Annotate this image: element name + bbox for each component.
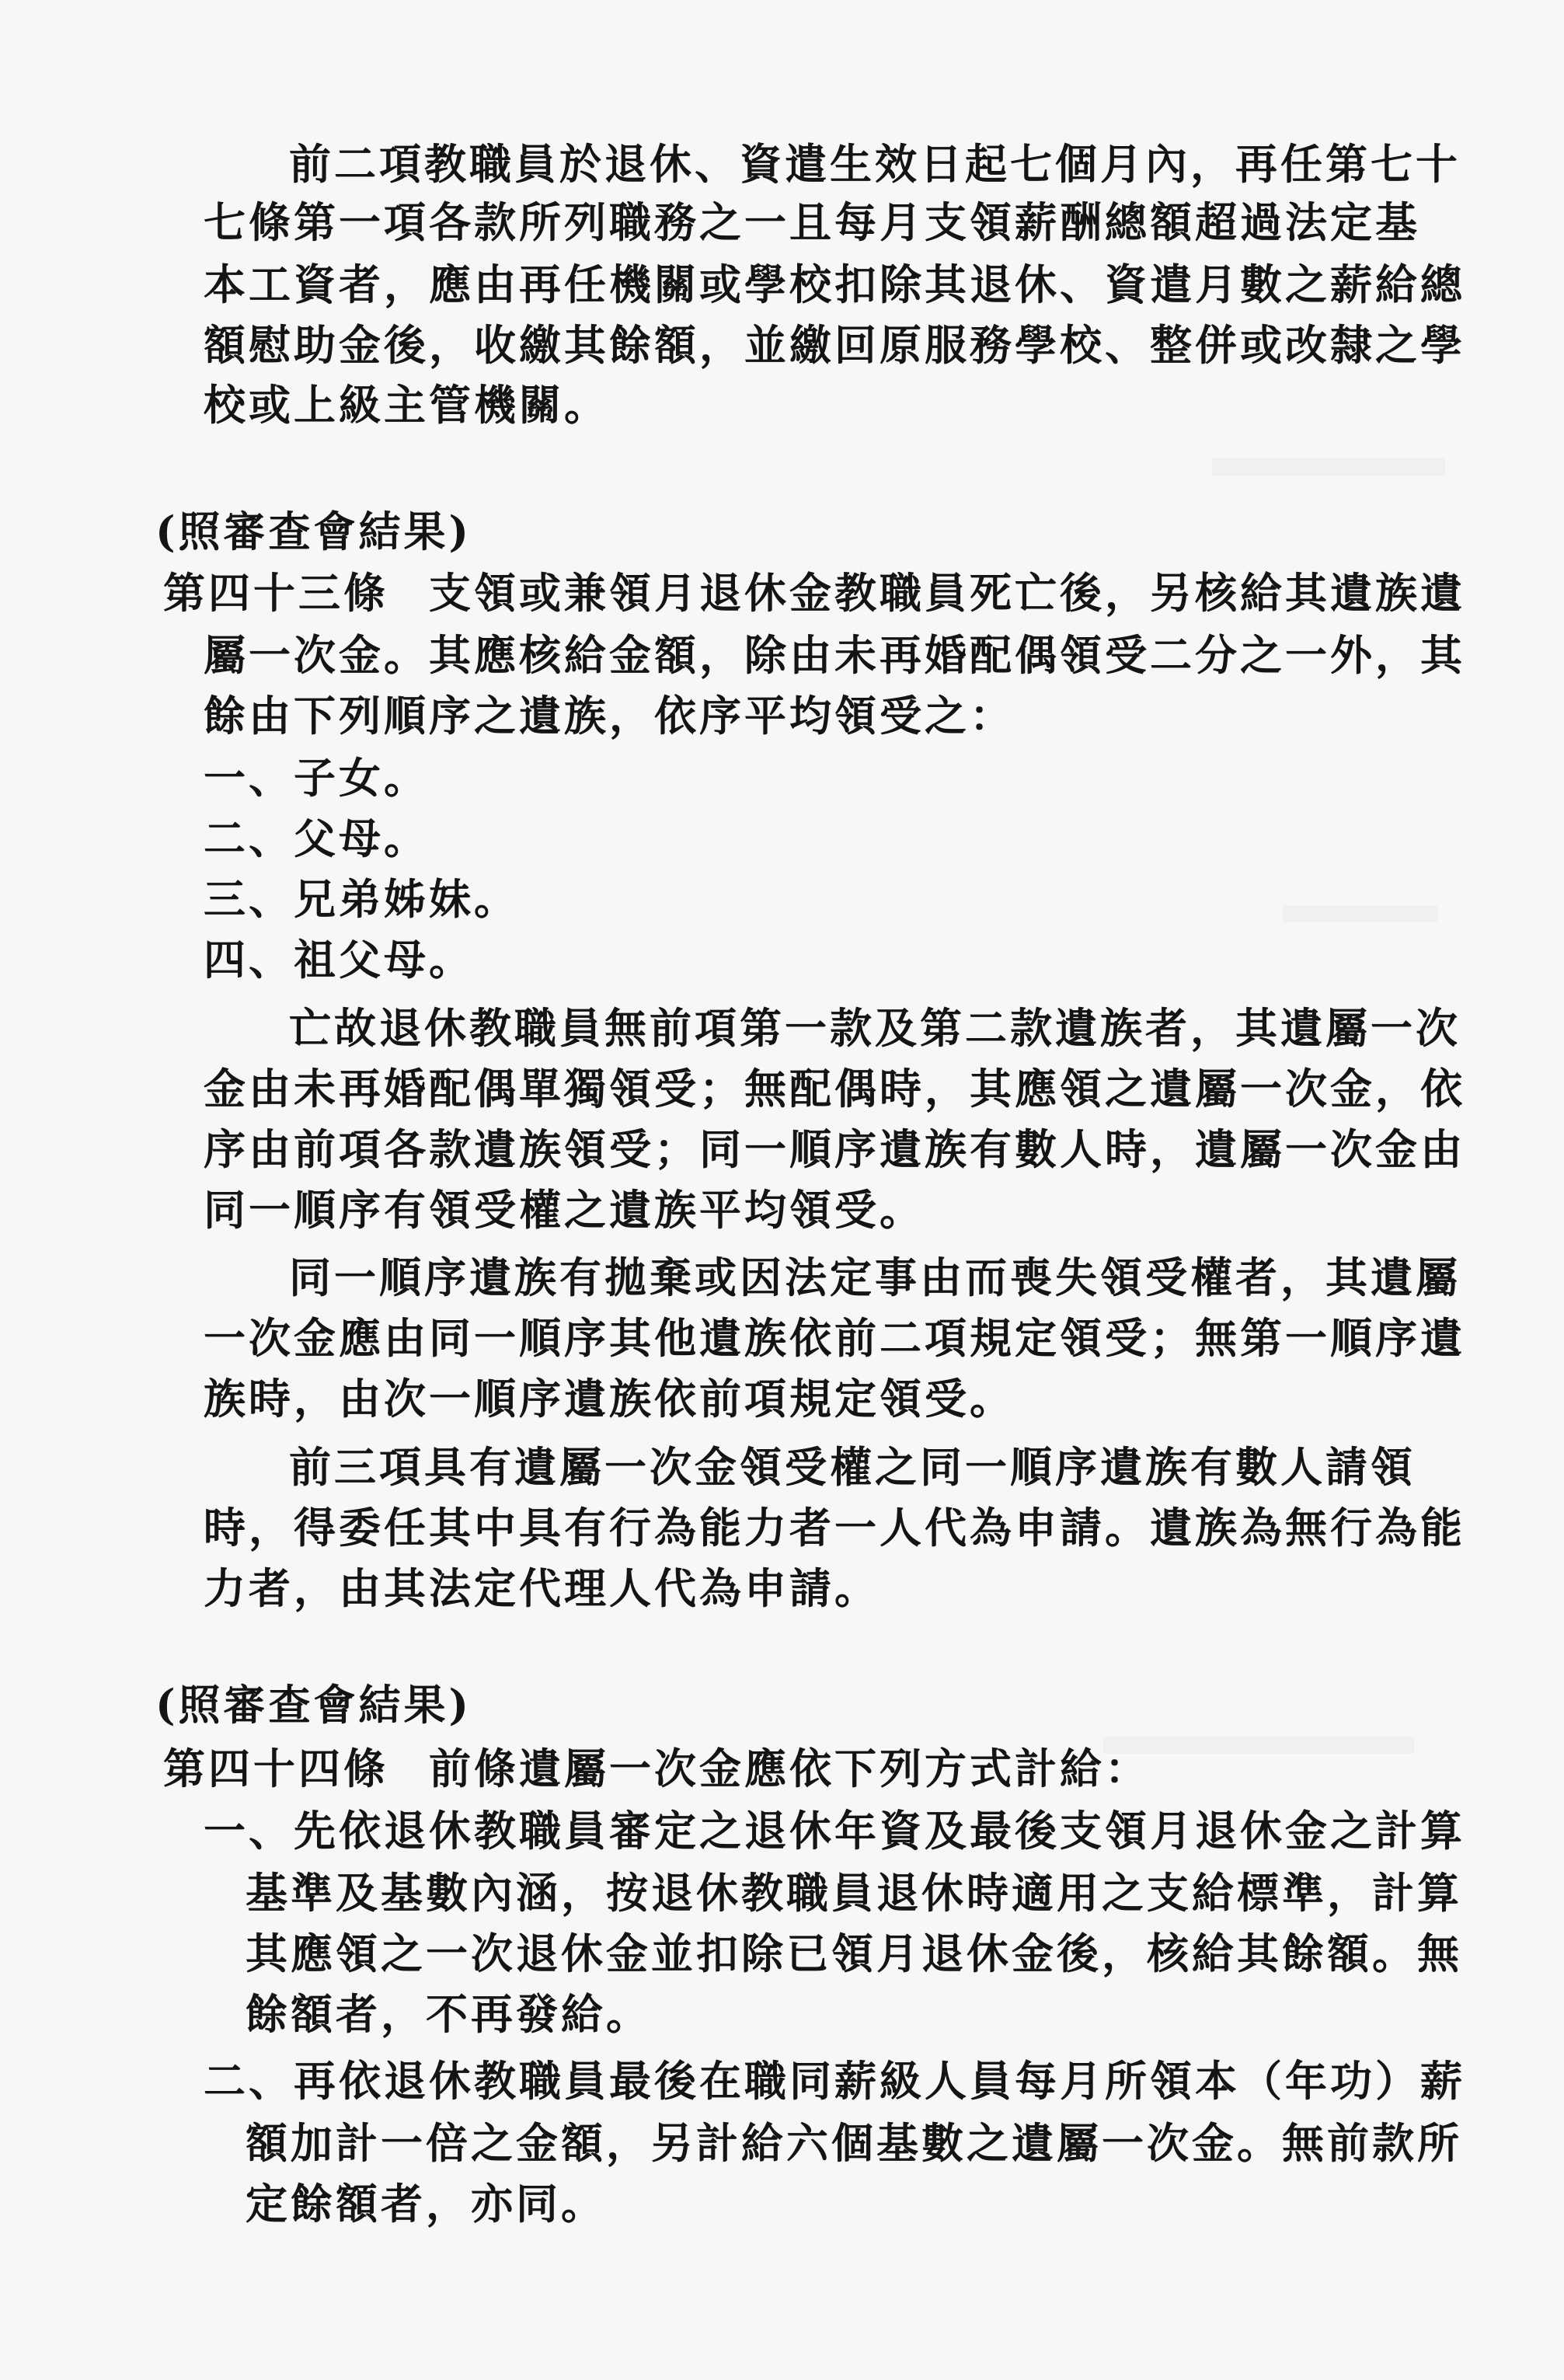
article-43-title: 第四十三條 bbox=[163, 568, 388, 618]
list-item: 一、先依退休教職員審定之退休年資及最後支領月退休金之計算 bbox=[204, 1806, 1465, 1856]
list-item-continuation: 定餘額者，亦同。 bbox=[246, 2179, 606, 2228]
paragraph-line: 金由未再婚配偶單獨領受；無配偶時，其應領之遺屬一次金，依 bbox=[204, 1064, 1465, 1113]
paragraph-line: 同一順序有領受權之遺族平均領受。 bbox=[204, 1185, 925, 1235]
article-43-text: 支領或兼領月退休金教職員死亡後，另核給其遺族遺 bbox=[429, 568, 1465, 618]
review-result-heading: (照審查會結果) bbox=[155, 507, 472, 556]
paragraph-line: 額慰助金後，收繳其餘額，並繳回原服務學校、整併或改隸之學 bbox=[204, 320, 1465, 370]
paragraph-line: 一次金應由同一順序其他遺族依前二項規定領受；無第一順序遺 bbox=[204, 1313, 1465, 1363]
list-item: 一、子女。 bbox=[204, 753, 429, 803]
bleed-through-mark bbox=[1212, 458, 1445, 476]
paragraph-line: 前二項教職員於退休、資遣生效日起七個月內，再任第七十 bbox=[289, 139, 1461, 189]
paragraph-line: 屬一次金。其應核給金額，除由未再婚配偶領受二分之一外，其 bbox=[204, 630, 1465, 680]
list-item-continuation: 額加計一倍之金額，另計給六個基數之遺屬一次金。無前款所 bbox=[246, 2118, 1462, 2168]
article-44-first-line bbox=[163, 1741, 1150, 1796]
list-item: 四、祖父母。 bbox=[204, 935, 474, 984]
paragraph-line: 族時，由次一順序遺族依前項規定領受。 bbox=[204, 1374, 1015, 1423]
list-item-continuation: 基準及基數內涵，按退休教職員退休時適用之支給標準，計算 bbox=[246, 1868, 1462, 1918]
paragraph-line: 同一順序遺族有拋棄或因法定事由而喪失領受權者，其遺屬 bbox=[289, 1253, 1461, 1302]
article-44-title: 第四十四條 bbox=[163, 1744, 388, 1793]
list-item: 二、再依退休教職員最後在職同薪級人員每月所領本（年功）薪 bbox=[204, 2056, 1465, 2106]
paragraph-line: 前三項具有遺屬一次金領受權之同一順序遺族有數人請領 bbox=[289, 1442, 1416, 1492]
article-44-text: 前條遺屬一次金應依下列方式計給： bbox=[429, 1744, 1150, 1793]
paragraph-line: 校或上級主管機關。 bbox=[204, 380, 609, 430]
article-43-first-line bbox=[163, 565, 1465, 621]
review-result-heading: (照審查會結果) bbox=[155, 1680, 472, 1730]
list-item: 三、兄弟姊妹。 bbox=[204, 874, 519, 924]
paragraph-line: 亡故退休教職員無前項第一款及第二款遺族者，其遺屬一次 bbox=[289, 1003, 1461, 1053]
bleed-through-mark bbox=[1282, 905, 1437, 922]
paragraph-line: 時，得委任其中具有行為能力者一人代為申請。遺族為無行為能 bbox=[204, 1503, 1465, 1552]
paragraph-line: 力者，由其法定代理人代為申請。 bbox=[204, 1563, 880, 1613]
bleed-through-mark bbox=[1103, 1737, 1414, 1754]
list-item: 二、父母。 bbox=[204, 814, 429, 863]
paragraph-line: 本工資者，應由再任機關或學校扣除其退休、資遣月數之薪給總 bbox=[204, 260, 1465, 309]
list-item-continuation: 餘額者，不再發給。 bbox=[246, 1989, 651, 2039]
paragraph-line: 七條第一項各款所列職務之一且每月支領薪酬總額超過法定基 bbox=[204, 197, 1420, 247]
paragraph-line: 序由前項各款遺族領受；同一順序遺族有數人時，遺屬一次金由 bbox=[204, 1124, 1465, 1174]
list-item-continuation: 其應領之一次退休金並扣除已領月退休金後，核給其餘額。無 bbox=[246, 1929, 1462, 1978]
paragraph-line: 餘由下列順序之遺族，依序平均領受之： bbox=[204, 691, 1015, 740]
